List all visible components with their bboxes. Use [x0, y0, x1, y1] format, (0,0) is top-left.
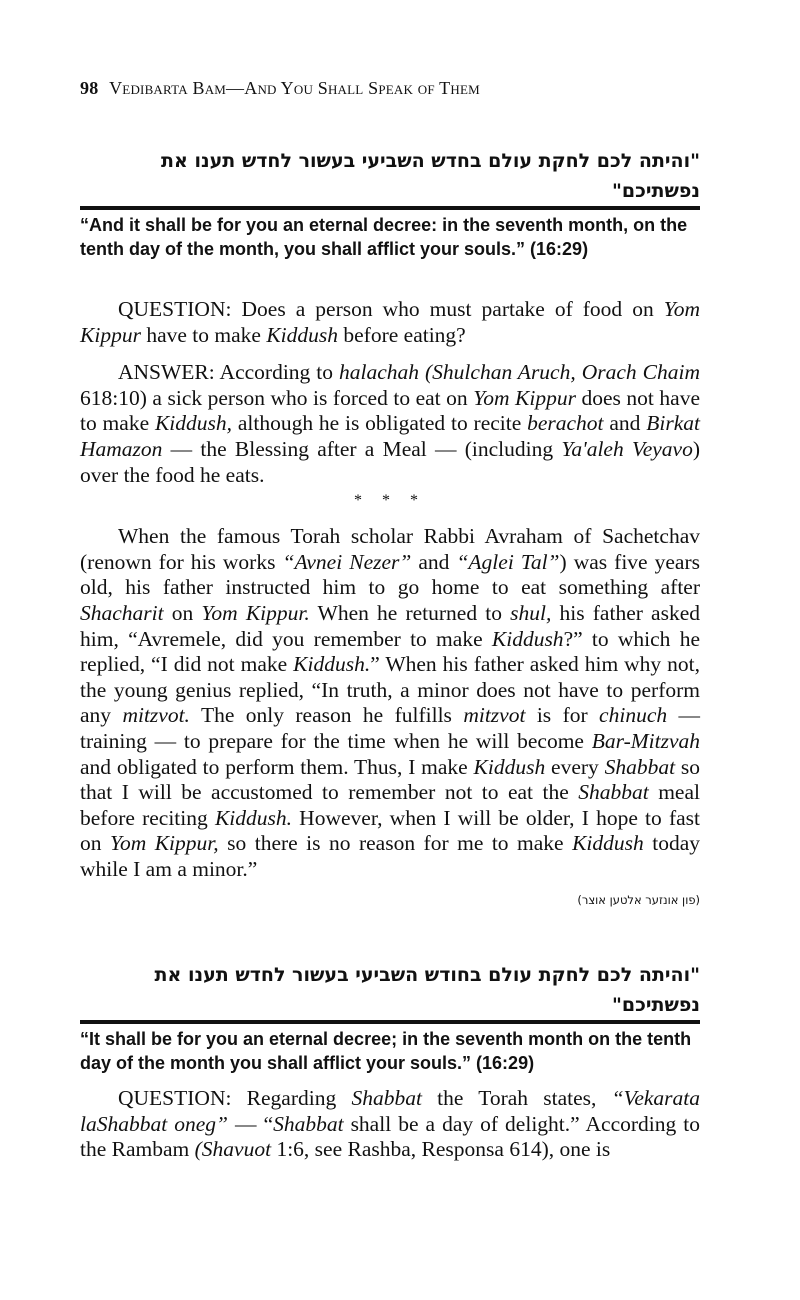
hebrew-verse-line-1: "והיתה לכם לחקת עולם בחדש השביעי בעשור לחדש תענו את: [161, 150, 700, 172]
hebrew-verse-line-1: "והיתה לכם לחקת עולם בחודש השביעי בעשור לחדש תענו את: [154, 964, 700, 986]
running-header: [80, 78, 480, 99]
verse-heading-2: [80, 960, 700, 1020]
answer-paragraph-1: ANSWER: According to halachah (Shulchan Aruch, Orach Chaim 618:10) a sick person who is forced to eat on Yom Kippur does not have to make Kiddush, although he is obligated to recite berachot and Birkat Hamazon — the Blessing after a Meal — (including Ya'aleh Veyavo) over the food he eats.: [80, 360, 701, 487]
running-title: Vedibarta Bam—And You Shall Speak of Them: [109, 78, 480, 98]
question-paragraph-2: QUESTION: Regarding Shabbat the Torah states, “Vekarata laShabbat oneg” — “Shabbat shall be a day of delight.” According to the Rambam (Shavuot 1:6, see Rashba, Responsa 614), one is: [80, 1086, 701, 1162]
section-separator: * * *: [354, 492, 426, 510]
hebrew-verse-line-2: נפשתיכם": [612, 994, 700, 1016]
question-paragraph-1: QUESTION: Does a person who must partake of food on Yom Kippur have to make Kiddush before eating?: [80, 297, 700, 347]
question-paragraph-2-wrap: [80, 1086, 700, 1163]
hebrew-verse-line-2: נפשתיכם": [612, 180, 700, 202]
english-verse-2: “It shall be for you an eternal decree; in the seventh month on the tenth day of the month you shall afflict your souls.” (16:29): [80, 1029, 692, 1073]
heading-rule-2: [80, 1020, 700, 1024]
question-answer-1: [80, 297, 700, 914]
page-number: 98: [80, 78, 99, 98]
story-paragraph: When the famous Torah scholar Rabbi Avraham of Sachetchav (renown for his works “Avnei Nezer” and “Aglei Tal”) was five years old, his father instructed him to go home to eat something after Shacharit on Yom Kippur. When he returned to shul, his father asked him, “Avremele, did you remember to make Kiddush?” to which he replied, “I did not make Kiddush.” When his father asked him why not, the young genius replied, “In truth, a minor does not have to perform any mitzvot. The only reason he fulfills mitzvot is for chinuch — training — to prepare for the time when he will become Bar-Mitzvah and obligated to perform them. Thus, I make Kiddush every Shabbat so that I will be accustomed to remember not to eat the Shabbat meal before reciting Kiddush. However, when I will be older, I hope to fast on Yom Kippur, so there is no reason for me to make Kiddush today while I am a minor.”: [80, 524, 701, 881]
verse-heading-1: [80, 146, 700, 206]
english-verse-1: “And it shall be for you an eternal decree: in the seventh month, on the tenth day of the month, you shall afflict your souls.” (16:29): [80, 215, 688, 259]
heading-rule-1: [80, 206, 700, 210]
source-citation: (פון אונזער אלטען אוצר): [577, 893, 700, 908]
